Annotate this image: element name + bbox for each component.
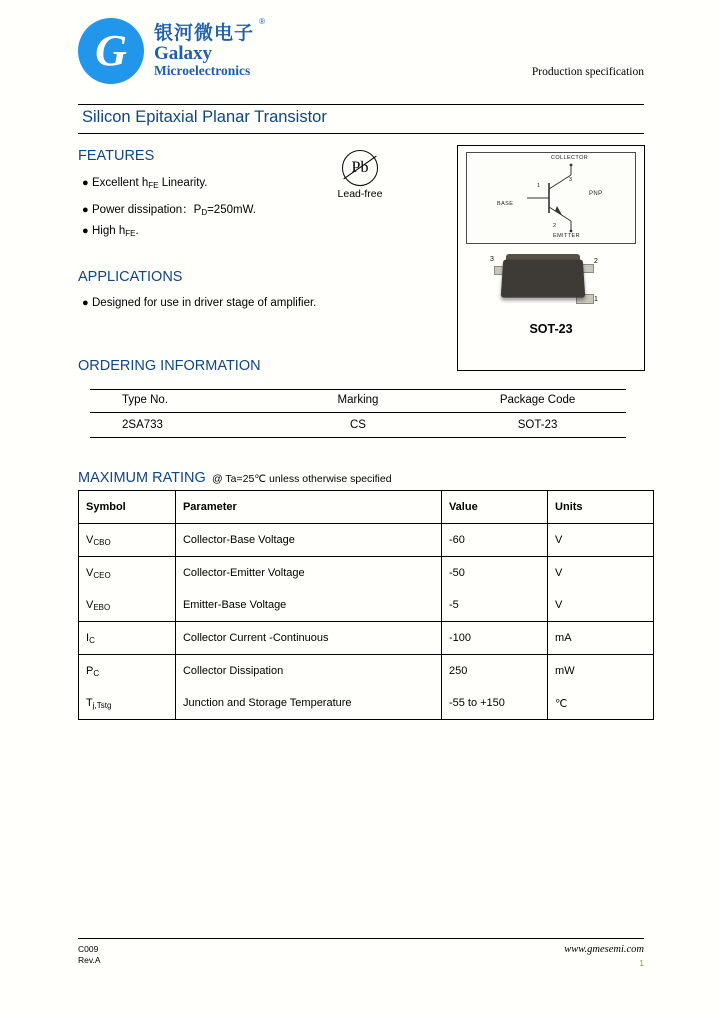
mr-cell-parameter: Collector-Emitter Voltage (175, 557, 441, 590)
company-name-en-secondary: Microelectronics (154, 62, 251, 78)
transistor-schematic-svg (467, 153, 635, 243)
table-row (79, 655, 654, 688)
mr-cell-symbol: $I_C$ (79, 622, 176, 655)
mr-cell-parameter: Emitter-Base Voltage (175, 589, 441, 622)
package-name: SOT-23 (529, 322, 573, 336)
footer-left (78, 944, 101, 967)
mr-cell-unit: ℃ (548, 687, 654, 720)
mr-cell-value: -100 (441, 622, 547, 655)
mr-col-units: Units (548, 491, 654, 524)
bullet-icon: ● (82, 225, 89, 237)
applications-item (82, 297, 316, 309)
schematic-pin-2: 2 (553, 223, 557, 229)
table-row (79, 687, 654, 720)
schematic-label-base: BASE (497, 201, 514, 207)
pb-free-icon (342, 150, 378, 186)
mr-cell-symbol: $P_C$ (79, 655, 176, 688)
features-item (82, 177, 208, 190)
mr-cell-symbol: $V_{CEO}$ (79, 557, 176, 590)
bullet-icon: ● (82, 177, 89, 189)
mr-cell-unit: V (548, 589, 654, 622)
production-specification-label: Production specification (531, 66, 644, 78)
company-name-cn-text: 银河微电子 (154, 22, 255, 44)
registered-trademark-icon: ® (259, 16, 267, 26)
ordering-information-table (90, 388, 626, 438)
ordering-cell-package-code: SOT-23 (449, 413, 626, 438)
features-item (82, 225, 139, 238)
company-name-cn (154, 16, 267, 44)
mr-cell-parameter: Collector Current -Continuous (175, 622, 441, 655)
schematic-label-emitter: EMITTER (553, 233, 580, 239)
table-header-row (79, 491, 654, 524)
mr-col-parameter: Parameter (175, 491, 441, 524)
bullet-icon: ● (82, 204, 89, 216)
page-header (78, 18, 644, 98)
features-item-text: Power dissipation：$P_D=250mW$. (92, 204, 256, 217)
header-divider (78, 104, 644, 105)
schematic-label-type: PNP (589, 191, 603, 197)
ordering-information-heading: ORDERING INFORMATION (78, 358, 261, 374)
mr-col-value: Value (441, 491, 547, 524)
company-name-en-primary: Galaxy (154, 42, 213, 64)
mr-cell-value: -60 (441, 524, 547, 557)
company-logo (78, 16, 267, 84)
footer-doc-code: C009 (78, 944, 99, 954)
features-item-text: High $h_{FE}$. (92, 225, 139, 238)
mr-cell-value: -5 (441, 589, 547, 622)
mr-cell-symbol: $V_{CBO}$ (79, 524, 176, 557)
company-name-block (154, 16, 267, 78)
applications-item-text: Designed for use in driver stage of amplifier. (92, 297, 317, 309)
table-row (79, 589, 654, 622)
package-illustration-box (457, 145, 645, 371)
package-body (501, 260, 586, 298)
mr-cell-symbol: $T_{j,Tstg}$ (79, 687, 176, 720)
ordering-cell-type-no: 2SA733 (90, 413, 267, 438)
features-heading: FEATURES (78, 148, 155, 164)
schematic-label-collector: COLLECTOR (551, 155, 589, 161)
mr-cell-unit: mW (548, 655, 654, 688)
footer-revision: Rev.A (78, 955, 101, 966)
table-row (79, 557, 654, 590)
mr-cell-value: -50 (441, 557, 547, 590)
mr-cell-value: -55 to +150 (441, 687, 547, 720)
mr-cell-unit: V (548, 557, 654, 590)
mr-cell-unit: V (548, 524, 654, 557)
maximum-rating-table (78, 490, 654, 720)
ordering-col-package-code: Package Code (449, 388, 626, 413)
page-title: Silicon Epitaxial Planar Transistor (82, 108, 327, 126)
features-item-text: Excellent $h_{FE}$ Linearity. (92, 177, 208, 190)
table-row (79, 622, 654, 655)
mr-cell-unit: mA (548, 622, 654, 655)
features-item (82, 201, 256, 217)
ordering-cell-marking: CS (267, 413, 449, 438)
maximum-rating-subheading: @ Ta=25℃ unless otherwise specified (212, 473, 392, 485)
package-pin-number-3: 3 (490, 256, 494, 263)
ordering-col-type-no: Type No. (90, 388, 267, 413)
schematic-pin-3: 3 (569, 177, 573, 183)
schematic-pin-1: 1 (537, 183, 541, 189)
logo-glyph-icon: G (78, 18, 144, 84)
maximum-rating-heading: MAXIMUM RATING (78, 470, 206, 486)
mr-col-symbol: Symbol (79, 491, 176, 524)
footer-page-number: 1 (639, 958, 644, 968)
applications-heading: APPLICATIONS (78, 269, 183, 285)
ordering-col-marking: Marking (267, 388, 449, 413)
footer-website[interactable]: www.gmesemi.com (564, 944, 644, 955)
title-divider (78, 133, 644, 134)
transistor-schematic (466, 152, 636, 244)
table-row (90, 413, 626, 438)
package-pin-number-1: 1 (594, 296, 598, 303)
pb-symbol-text: Pb (351, 159, 369, 176)
mr-cell-parameter: Junction and Storage Temperature (175, 687, 441, 720)
package-pin-number-2: 2 (594, 258, 598, 265)
bullet-icon: ● (82, 297, 89, 309)
mr-cell-parameter: Collector-Base Voltage (175, 524, 441, 557)
mr-cell-value: 250 (441, 655, 547, 688)
lead-free-label: Lead-free (337, 188, 383, 200)
footer-divider (78, 938, 644, 939)
table-header-row (90, 388, 626, 413)
table-row (79, 524, 654, 557)
mr-cell-parameter: Collector Dissipation (175, 655, 441, 688)
lead-free-mark (330, 150, 390, 200)
mr-cell-symbol: $V_{EBO}$ (79, 589, 176, 622)
